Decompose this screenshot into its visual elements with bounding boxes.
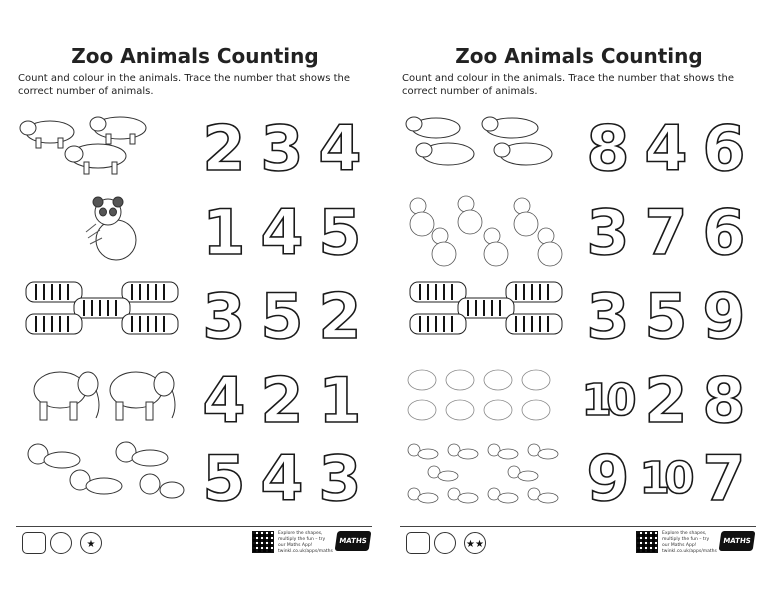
trace-number-option[interactable]: 8: [702, 364, 742, 437]
counting-row-lion: [10, 440, 380, 520]
difficulty-star-badge: [80, 532, 102, 554]
twinkl-logo-icon: [406, 532, 430, 554]
qr-code-icon[interactable]: [252, 531, 274, 553]
trace-number-option[interactable]: 6: [702, 196, 742, 269]
trace-number-option[interactable]: 10: [581, 375, 631, 426]
twinkl-logo-icon: [22, 532, 46, 554]
lion-illustration: [16, 440, 186, 516]
trace-number-option[interactable]: 7: [702, 442, 742, 515]
trace-number-option[interactable]: 5: [260, 280, 300, 353]
worksheet-left: [10, 0, 380, 594]
tiger-illustration: [400, 278, 570, 354]
trace-number-option[interactable]: 4: [202, 364, 242, 437]
difficulty-stars: ★★: [466, 539, 484, 550]
maths-app-promo: Explore the shapes, multiply the fun – try our Maths App! twinkl.co.uk/apps/maths: [662, 531, 717, 554]
trace-number-option[interactable]: 2: [260, 364, 300, 437]
trace-number-option[interactable]: 3: [586, 196, 626, 269]
lion-illustration: [400, 440, 570, 516]
tiger-illustration: [16, 278, 186, 354]
difficulty-stars: ★: [86, 539, 96, 550]
trace-number-option[interactable]: 7: [644, 196, 684, 269]
trace-number-option[interactable]: 1: [318, 364, 358, 437]
trace-number-option[interactable]: 5: [202, 442, 242, 515]
trace-number-option[interactable]: 9: [702, 280, 742, 353]
maths-app-badge[interactable]: MATHS: [719, 531, 756, 551]
panda-illustration: [16, 194, 186, 270]
footer-divider: [16, 526, 372, 527]
worksheet-footer: [400, 530, 756, 554]
counting-row-elephant: [10, 362, 380, 442]
trace-number-option[interactable]: 4: [260, 196, 300, 269]
trace-number-option[interactable]: 9: [586, 442, 626, 515]
trace-number-option[interactable]: 5: [644, 280, 684, 353]
trace-number-option[interactable]: 4: [644, 112, 684, 185]
hippo-illustration: [16, 110, 186, 186]
trace-number-option[interactable]: 2: [318, 280, 358, 353]
trace-number-option[interactable]: 3: [260, 112, 300, 185]
trace-number-option[interactable]: 6: [702, 112, 742, 185]
elephant-illustration: [16, 362, 186, 438]
trace-number-option[interactable]: 4: [260, 442, 300, 515]
counting-row-elephant: [394, 362, 764, 442]
worksheet-title: Zoo Animals Counting: [71, 44, 319, 68]
counting-row-panda: [394, 194, 764, 274]
trace-number-option[interactable]: 10: [639, 453, 689, 504]
counting-row-tiger: [394, 278, 764, 358]
worksheet-instructions: Count and colour in the animals. Trace the number that shows the correct number of animals.: [402, 73, 734, 97]
footer-divider: [400, 526, 756, 527]
worksheet-instructions: Count and colour in the animals. Trace the number that shows the correct number of animals.: [18, 73, 350, 97]
hippo-illustration: [400, 110, 570, 186]
quality-check-icon: [50, 532, 72, 554]
difficulty-star-badge: [464, 532, 486, 554]
trace-number-option[interactable]: 8: [586, 112, 626, 185]
counting-row-lion: [394, 440, 764, 520]
counting-row-hippo: [394, 110, 764, 190]
worksheet-footer: [16, 530, 372, 554]
trace-number-option[interactable]: 5: [318, 196, 358, 269]
maths-app-badge[interactable]: MATHS: [335, 531, 372, 551]
maths-app-promo: Explore the shapes, multiply the fun – try our Maths App! twinkl.co.uk/apps/maths: [278, 531, 333, 554]
trace-number-option[interactable]: 2: [202, 112, 242, 185]
counting-row-panda: [10, 194, 380, 274]
trace-number-option[interactable]: 1: [202, 196, 242, 269]
trace-number-option[interactable]: 3: [202, 280, 242, 353]
qr-code-icon[interactable]: [636, 531, 658, 553]
counting-row-tiger: [10, 278, 380, 358]
trace-number-option[interactable]: 2: [644, 364, 684, 437]
worksheet-title: Zoo Animals Counting: [455, 44, 703, 68]
trace-number-option[interactable]: 3: [586, 280, 626, 353]
panda-illustration: [400, 194, 570, 270]
elephant-illustration: [400, 362, 570, 438]
worksheet-right: [394, 0, 764, 594]
counting-row-hippo: [10, 110, 380, 190]
trace-number-option[interactable]: 4: [318, 112, 358, 185]
quality-check-icon: [434, 532, 456, 554]
trace-number-option[interactable]: 3: [318, 442, 358, 515]
